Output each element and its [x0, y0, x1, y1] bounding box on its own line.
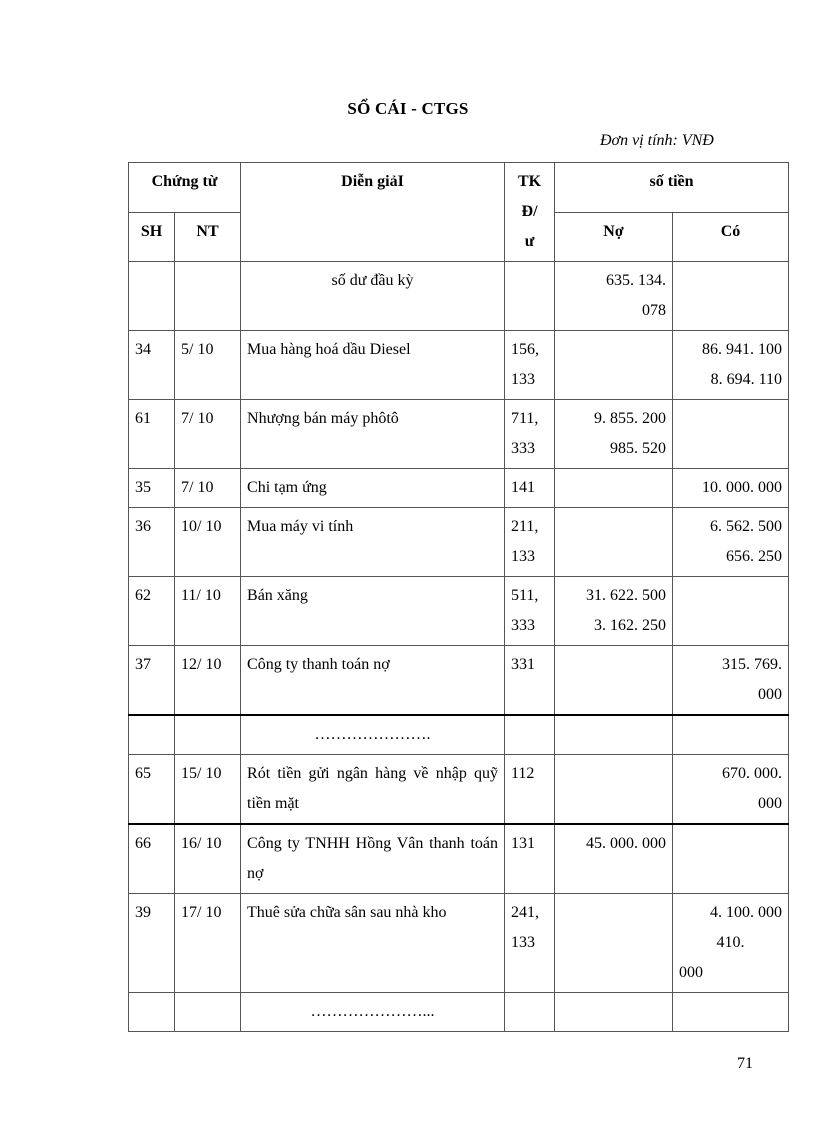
cell-desc: số dư đầu kỳ	[241, 262, 505, 331]
cell-co: 4. 100. 000 410. 000	[673, 894, 789, 993]
table-row	[129, 993, 789, 1032]
cell-sh	[129, 262, 175, 331]
cell-co: 10. 000. 000	[673, 469, 789, 508]
cell-nt: 5/ 10	[175, 331, 241, 400]
cell-tk: 511, 333	[505, 577, 555, 646]
cell-tk	[505, 715, 555, 755]
header-chung-tu: Chứng từ	[129, 163, 241, 213]
cell-desc: Công ty TNHH Hồng Vân thanh toán nợ	[241, 824, 505, 894]
cell-no: 45. 000. 000	[555, 824, 673, 894]
cell-tk: 141	[505, 469, 555, 508]
header-no: Nợ	[555, 212, 673, 262]
page-title: SỔ CÁI - CTGS	[347, 99, 469, 118]
header-row-1	[129, 163, 789, 213]
cell-nt	[175, 262, 241, 331]
cell-desc: …………………...	[241, 993, 505, 1032]
cell-desc: Mua hàng hoá dầu Diesel	[241, 331, 505, 400]
cell-tk	[505, 262, 555, 331]
cell-desc: Rót tiền gửi ngân hàng về nhập quỹ tiền mặt	[241, 755, 505, 825]
header-co: Có	[673, 212, 789, 262]
header-tk-doi-ung	[505, 163, 555, 262]
header-tk-line-1: TK	[517, 173, 542, 190]
cell-co	[673, 400, 789, 469]
header-so-tien: số tiền	[555, 163, 789, 213]
cell-no	[555, 646, 673, 716]
cell-tk: 156, 133	[505, 331, 555, 400]
cell-sh: 37	[129, 646, 175, 716]
page-number: 71	[737, 1055, 753, 1072]
cell-nt: 7/ 10	[175, 469, 241, 508]
cell-desc: Công ty thanh toán nợ	[241, 646, 505, 716]
cell-nt	[175, 993, 241, 1032]
header-dien-giai: Diễn giảI	[241, 163, 505, 262]
cell-no	[555, 331, 673, 400]
cell-co	[673, 577, 789, 646]
cell-nt: 15/ 10	[175, 755, 241, 825]
cell-nt: 16/ 10	[175, 824, 241, 894]
cell-co: 86. 941. 100 8. 694. 110	[673, 331, 789, 400]
cell-nt: 11/ 10	[175, 577, 241, 646]
cell-sh: 34	[129, 331, 175, 400]
header-tk-line-3: ư	[524, 233, 535, 250]
cell-tk: 211, 133	[505, 508, 555, 577]
cell-tk: 331	[505, 646, 555, 716]
cell-tk	[505, 993, 555, 1032]
cell-no	[555, 715, 673, 755]
ledger-body	[129, 262, 789, 1032]
currency-unit: Đơn vị tính: VNĐ	[600, 132, 714, 149]
ledger-table	[128, 162, 789, 1032]
cell-sh: 66	[129, 824, 175, 894]
cell-sh: 65	[129, 755, 175, 825]
cell-tk: 711, 333	[505, 400, 555, 469]
header-sh: SH	[129, 212, 175, 262]
cell-co	[673, 993, 789, 1032]
cell-desc: ………………….	[241, 715, 505, 755]
cell-nt: 12/ 10	[175, 646, 241, 716]
cell-desc: Mua máy vi tính	[241, 508, 505, 577]
cell-sh: 35	[129, 469, 175, 508]
cell-co: 6. 562. 500 656. 250	[673, 508, 789, 577]
cell-sh: 61	[129, 400, 175, 469]
header-tk-line-2: Đ/	[521, 203, 538, 220]
cell-no	[555, 508, 673, 577]
cell-nt: 7/ 10	[175, 400, 241, 469]
cell-sh: 62	[129, 577, 175, 646]
cell-co	[673, 824, 789, 894]
table-row	[129, 400, 789, 469]
cell-co: 670. 000. 000	[673, 755, 789, 825]
cell-nt	[175, 715, 241, 755]
cell-co	[673, 262, 789, 331]
table-row	[129, 577, 789, 646]
cell-no: 31. 622. 500 3. 162. 250	[555, 577, 673, 646]
header-nt: NT	[175, 212, 241, 262]
table-row	[129, 469, 789, 508]
cell-tk: 112	[505, 755, 555, 825]
table-row	[129, 646, 789, 716]
table-row	[129, 755, 789, 825]
cell-sh: 36	[129, 508, 175, 577]
cell-tk: 131	[505, 824, 555, 894]
cell-nt: 10/ 10	[175, 508, 241, 577]
table-row	[129, 262, 789, 331]
cell-desc: Bán xăng	[241, 577, 505, 646]
table-row	[129, 331, 789, 400]
cell-no	[555, 755, 673, 825]
cell-no	[555, 469, 673, 508]
table-row	[129, 824, 789, 894]
cell-no	[555, 894, 673, 993]
cell-no: 9. 855. 200 985. 520	[555, 400, 673, 469]
cell-sh	[129, 715, 175, 755]
table-row	[129, 715, 789, 755]
cell-no: 635. 134. 078	[555, 262, 673, 331]
cell-no	[555, 993, 673, 1032]
cell-nt: 17/ 10	[175, 894, 241, 993]
cell-co	[673, 715, 789, 755]
cell-sh: 39	[129, 894, 175, 993]
cell-desc: Thuê sửa chữa sân sau nhà kho	[241, 894, 505, 993]
table-row	[129, 508, 789, 577]
cell-tk: 241, 133	[505, 894, 555, 993]
cell-desc: Chi tạm ứng	[241, 469, 505, 508]
table-row	[129, 894, 789, 993]
cell-sh	[129, 993, 175, 1032]
cell-desc: Nhượng bán máy phôtô	[241, 400, 505, 469]
cell-co: 315. 769. 000	[673, 646, 789, 716]
